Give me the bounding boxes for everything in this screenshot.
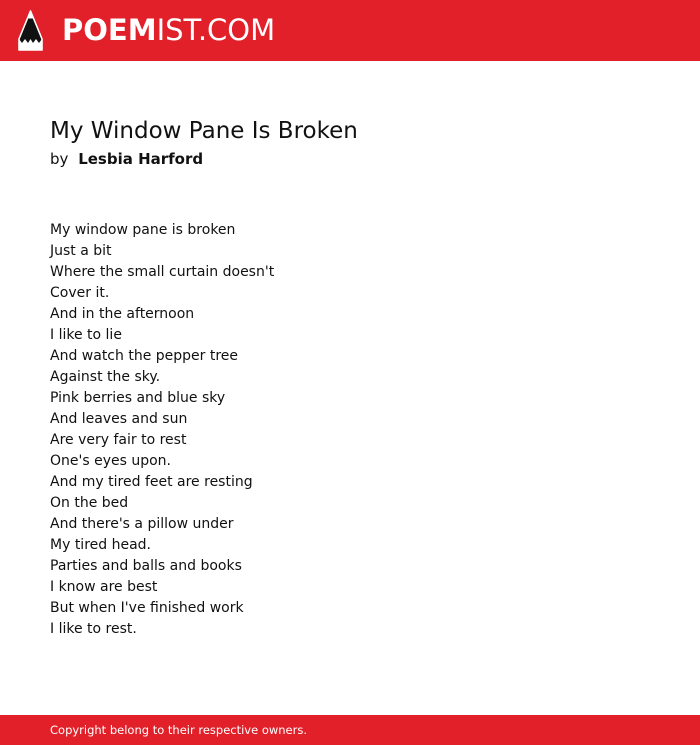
- poem-line: And my tired feet are resting: [50, 474, 253, 490]
- site-footer: [0, 715, 700, 745]
- logo-light-part: IST.COM: [156, 13, 276, 47]
- poem-line: Against the sky.: [50, 369, 161, 385]
- poem-line: One's eyes upon.: [50, 453, 172, 469]
- poem-line: My window pane is broken: [50, 222, 236, 238]
- poem-line: But when I've finished work: [50, 600, 244, 616]
- poem-line: I like to rest.: [50, 621, 137, 637]
- pencil-tip-icon[interactable]: [18, 10, 43, 51]
- poem-line: Where the small curtain doesn't: [50, 264, 275, 280]
- site-logo-text[interactable]: [62, 12, 275, 48]
- poem-content: [50, 116, 670, 640]
- poem-line: And leaves and sun: [50, 411, 188, 427]
- poem-line: Are very fair to rest: [50, 432, 187, 448]
- author-name: Lesbia Harford: [78, 150, 204, 168]
- site-header: [0, 0, 700, 61]
- poem-byline: [50, 149, 670, 169]
- poem-line: My tired head.: [50, 537, 151, 553]
- poem-line: On the bed: [50, 495, 129, 511]
- poem-line: And watch the pepper tree: [50, 348, 239, 364]
- poem-line: I like to lie: [50, 327, 122, 343]
- poem-line: Just a bit: [50, 243, 112, 259]
- poem-line: I know are best: [50, 579, 158, 595]
- poem-line: Parties and balls and books: [50, 558, 242, 574]
- poem-title: My Window Pane Is Broken: [50, 118, 358, 144]
- by-label: by: [50, 150, 69, 168]
- poem-line: And in the afternoon: [50, 306, 195, 322]
- poem-line: Cover it.: [50, 285, 110, 301]
- poem-line: And there's a pillow under: [50, 516, 234, 532]
- logo-bold-part: POEM: [62, 13, 157, 47]
- poem-line: Pink berries and blue sky: [50, 390, 226, 406]
- copyright-text: Copyright belong to their respective owners.: [50, 723, 308, 737]
- poem-body: [50, 220, 670, 640]
